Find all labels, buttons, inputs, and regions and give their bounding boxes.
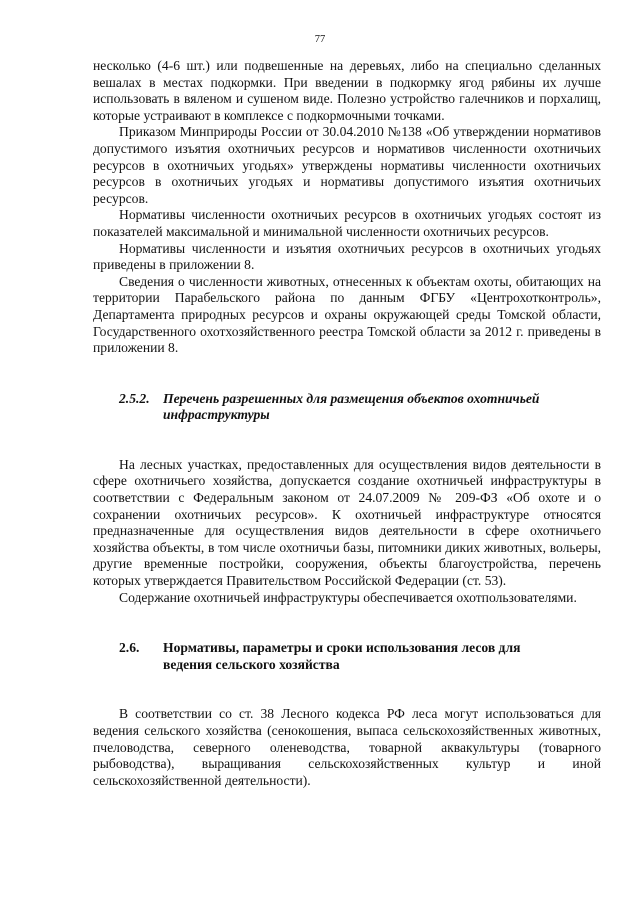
paragraph-agriculture: В соответствии со ст. 38 Лесного кодекса РФ леса могут использоваться для ведения сельского хозяйства (сенокошения, выпаса сельскохозяйственных животных, пчеловодства, северного оленеводства, товарной аквакультуры (товарного рыбоводства), выращивания сельскохозяйственных культур и иной сельскохозяйственной деятельности). <box>93 706 601 788</box>
paragraph-animal-counts: Сведения о численности животных, отнесенных к объектам охоты, обитающих на территории Парабельского района по данным ФГБУ «Центрохотконтроль», Департамента природных ресурсов и охраны окружающей среды Томской области, Государственного охотхозяйственного реестра Томской области за 2012 г. приведены в приложении 8. <box>93 273 601 356</box>
section-number: 2.6. <box>119 640 140 656</box>
page-number: 77 <box>314 34 326 45</box>
paragraph-infrastructure-maintenance: Содержание охотничьей инфраструктуры обеспечивается охотпользователями. <box>119 589 577 605</box>
section-title-line1: Перечень разрешенных для размещения объектов охотничьей <box>163 390 540 406</box>
section-title-line2: инфраструктуры <box>163 407 270 423</box>
paragraph-feeding: несколько (4-6 шт.) или подвешенные на деревьях, либо на специально сделанных вешалах в местах подкормки. При введении в подкормку ягод рябины их лучше использовать в вяленом и сушеном виде. Полезно устройство галечников и порхалищ, которые устраивают в комплексе с подкормочными точками. <box>93 58 601 123</box>
section-number: 2.5.2. <box>119 390 150 406</box>
section-heading-2-6 <box>93 640 601 673</box>
paragraph-norms-appendix: Нормативы численности и изъятия охотничьих ресурсов в охотничьих угодьях приведены в приложении 8. <box>93 240 601 273</box>
page-content <box>93 58 601 789</box>
section-title-line2: ведения сельского хозяйства <box>163 656 340 672</box>
paragraph-order-138: Приказом Минприроды России от 30.04.2010 №138 «Об утверждении нормативов допустимого изъятия охотничьих ресурсов и нормативов численности охотничьих ресурсов в охотничьих угодьях» утверждены нормативы численности охотничьих ресурсов в охотничьих угодьях и нормативы допустимого изъятия охотничьих ресурсов. <box>93 124 601 206</box>
section-title-line1: Нормативы, параметры и сроки использования лесов для <box>163 640 521 656</box>
paragraph-infrastructure: На лесных участках, предоставленных для осуществления видов деятельности в сфере охотничьего хозяйства, допускается создание охотничьей инфраструктуры в соответствии с Федеральным законом от 24.07.2009 № 209-ФЗ «Об охоте и о сохранении охотничьих ресурсов». К охотничьей инфраструктуре относятся предназначенные для осуществления видов деятельности в сфере охотничьего хозяйства объекты, в том числе охотничьи базы, питомники диких животных, вольеры, другие временные постройки, сооружения, объекты благоустройства, перечень которых утверждается Правительством Российской Федерации (ст. 53). <box>93 456 601 589</box>
paragraph-norms-composition: Нормативы численности охотничьих ресурсов в охотничьих угодьях состоят из показателей максимальной и минимальной численности охотничьих ресурсов. <box>93 207 601 239</box>
section-heading-2-5-2 <box>93 391 601 424</box>
